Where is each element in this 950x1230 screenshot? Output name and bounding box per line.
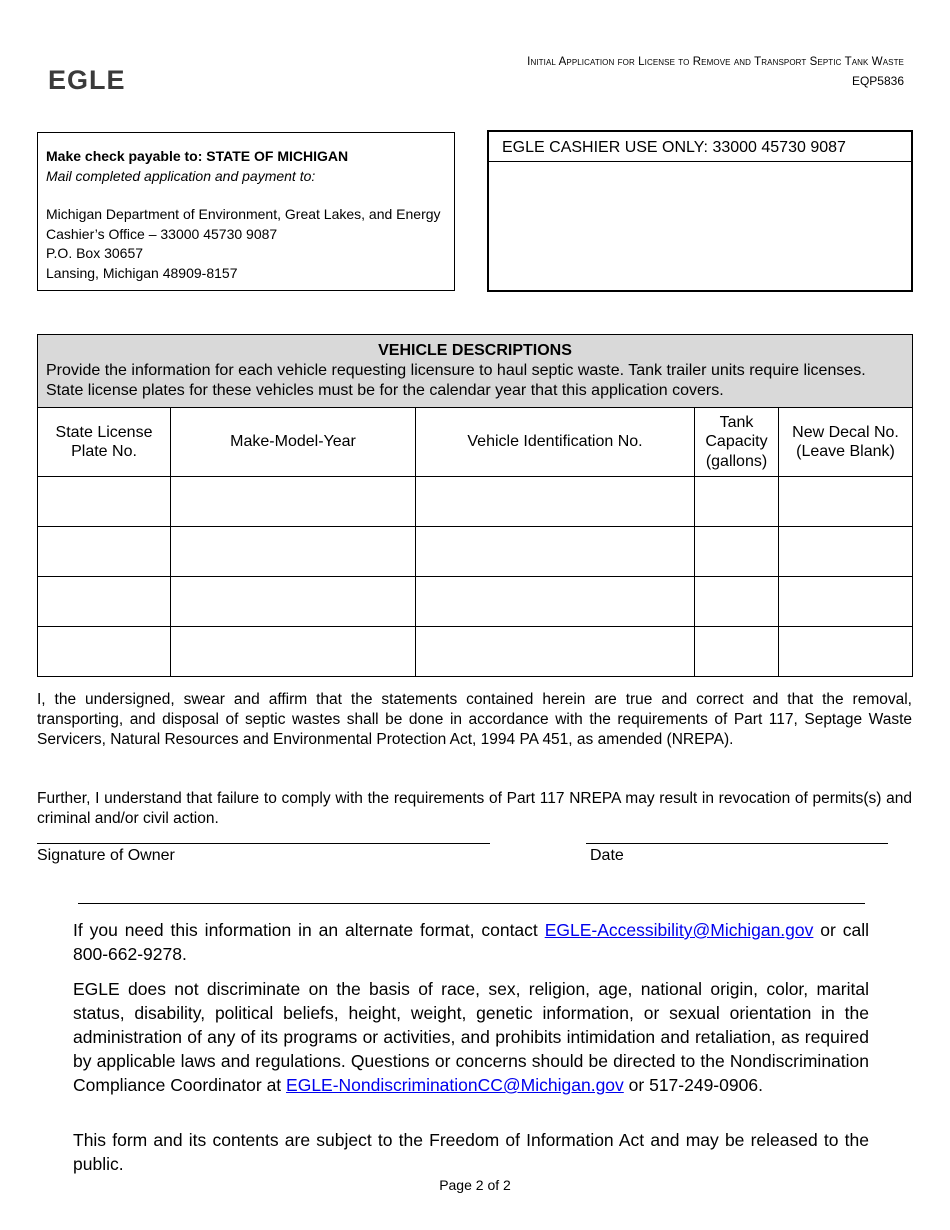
tank-capacity-cell[interactable]	[695, 477, 779, 527]
separator-rule	[78, 903, 865, 904]
license-plate-cell[interactable]	[38, 527, 171, 577]
page-number: Page 2 of 2	[439, 1177, 511, 1193]
payment-instructions-box	[37, 132, 455, 291]
form-title: Initial Application for License to Remove and Transport Septic Tank Waste	[527, 56, 904, 68]
nondiscrimination-notice	[73, 977, 869, 1097]
vin-cell[interactable]	[416, 477, 695, 527]
address-line: Michigan Department of Environment, Great Lakes, and Energy	[46, 206, 441, 222]
vehicle-instructions: Provide the information for each vehicle requesting licensure to haul septic waste. Tank trailer units require licenses. State license plates for these vehicles must be for the calendar year that this application covers.	[46, 362, 866, 399]
signature-label: Signature of Owner	[37, 847, 175, 864]
alt-format-phone: or call 800-662-9278.	[73, 920, 869, 964]
compliance-paragraph: Further, I understand that failure to comply with the requirements of Part 117 NREPA may result in revocation of permits(s) and criminal and/or civil action.	[37, 790, 912, 827]
vin-cell[interactable]	[416, 627, 695, 677]
address-line: Cashier’s Office – 33000 45730 9087	[46, 225, 278, 242]
mail-label: Mail completed application and payment to:	[46, 167, 316, 184]
col-header-tank-capacity: Tank Capacity (gallons)	[695, 408, 779, 477]
tank-capacity-cell[interactable]	[695, 527, 779, 577]
payable-label: Make check payable to: STATE OF MICHIGAN	[46, 148, 349, 164]
license-plate-cell[interactable]	[38, 577, 171, 627]
form-code: EQP5836	[851, 74, 904, 88]
tank-capacity-cell[interactable]	[695, 627, 779, 677]
egle-logo-text: EGLE	[48, 66, 126, 94]
table-row	[38, 577, 913, 627]
vin-cell[interactable]	[416, 577, 695, 627]
make-model-year-cell[interactable]	[171, 477, 416, 527]
foia-notice: This form and its contents are subject to the Freedom of Information Act and may be released to the public.	[73, 1130, 869, 1174]
decal-cell	[779, 477, 913, 527]
vin-cell[interactable]	[416, 527, 695, 577]
cashier-label: EGLE CASHIER USE ONLY: 33000 45730 9087	[489, 132, 911, 162]
date-line[interactable]	[586, 843, 888, 844]
affirmation-paragraph: I, the undersigned, swear and affirm that the statements contained herein are true and correct and that the removal, transporting, and disposal of septic wastes shall be done in accordance with the requirements of Part 117, Septage Waste Servicers, Natural Resources and Environmental Protection Act, 1994 PA 451, as amended (NREPA).	[37, 691, 912, 748]
vehicle-section-header	[38, 335, 913, 408]
nondiscrimination-phone: or 517-249-0906.	[623, 1075, 763, 1095]
vehicle-section-title: VEHICLE DESCRIPTIONS	[378, 342, 572, 359]
table-row	[38, 627, 913, 677]
table-row	[38, 527, 913, 577]
date-label: Date	[590, 847, 624, 864]
tank-capacity-cell[interactable]	[695, 577, 779, 627]
cashier-use-box	[487, 130, 913, 292]
col-header-license-plate: State License Plate No.	[38, 408, 171, 477]
license-plate-cell[interactable]	[38, 477, 171, 527]
col-header-vin: Vehicle Identification No.	[416, 408, 695, 477]
nondiscrimination-email-link[interactable]: EGLE-NondiscriminationCC@Michigan.gov	[286, 1075, 624, 1095]
nondiscrimination-text: EGLE does not discriminate on the basis of race, sex, religion, age, national origin, color, marital status, disability, political beliefs, height, weight, genetic information, or sexual orientation in the administration of any of its programs or activities, and prohibits intimidation and retaliation, as required by applicable laws and regulations. Questions or concerns should be directed to the Nondiscrimination Compliance Coordinator at	[73, 979, 869, 1095]
signature-line[interactable]	[37, 843, 490, 844]
col-header-make-model-year: Make-Model-Year	[171, 408, 416, 477]
make-model-year-cell[interactable]	[171, 577, 416, 627]
accessibility-email-link[interactable]: EGLE-Accessibility@Michigan.gov	[544, 920, 814, 940]
address-line: P.O. Box 30657	[46, 245, 144, 261]
decal-cell	[779, 627, 913, 677]
alternate-format-notice	[73, 918, 869, 966]
table-row	[38, 477, 913, 527]
decal-cell	[779, 527, 913, 577]
address-line: Lansing, Michigan 48909-8157	[46, 264, 238, 281]
make-model-year-cell[interactable]	[171, 627, 416, 677]
license-plate-cell[interactable]	[38, 627, 171, 677]
egle-logo	[48, 66, 128, 94]
alt-format-text: If you need this information in an alternate format, contact	[73, 920, 545, 940]
col-header-new-decal: New Decal No. (Leave Blank)	[779, 408, 913, 477]
decal-cell	[779, 577, 913, 627]
vehicle-descriptions-table	[37, 334, 913, 677]
make-model-year-cell[interactable]	[171, 527, 416, 577]
